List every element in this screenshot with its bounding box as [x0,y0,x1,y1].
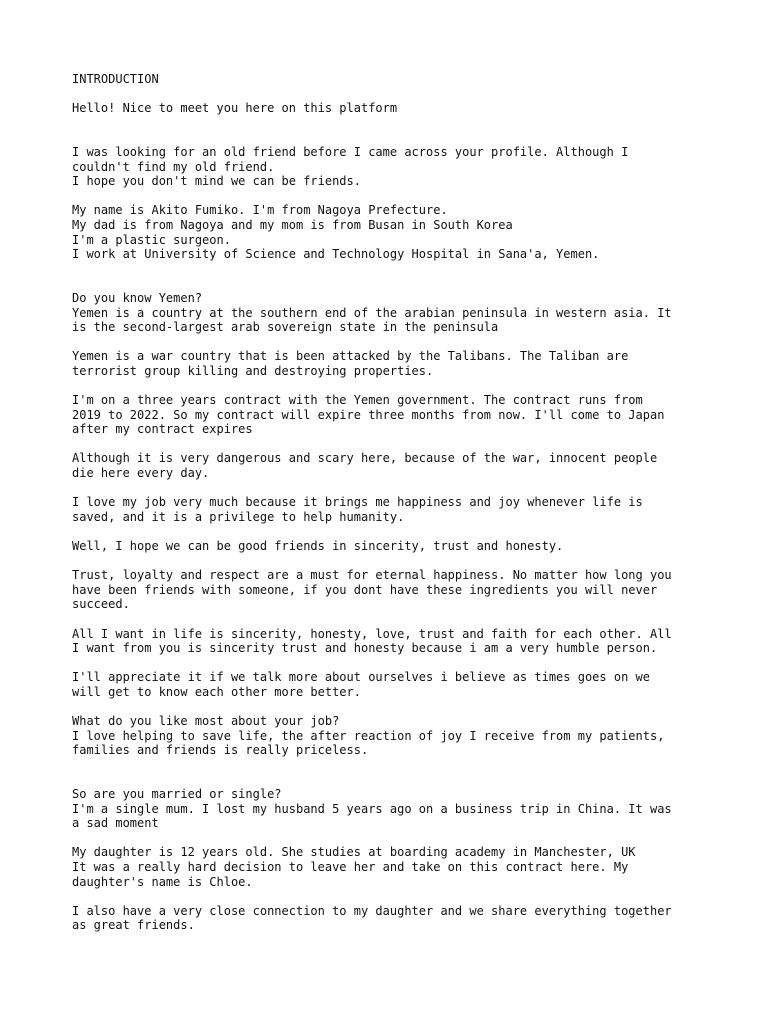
text-line: 2019 to 2022. So my contract will expire three months from now. I'll come to Japan [72,407,665,422]
text-line: Do you know Yemen? [72,290,203,305]
text-line: Hello! Nice to meet you here on this platform [72,101,398,116]
spacer [72,130,708,145]
text-line: die here every day. [72,466,210,481]
text-line: families and friends is really priceless. [72,743,369,758]
text-line: succeed. [72,597,130,612]
document-heading [72,72,708,87]
paragraph [72,393,708,437]
text-line: I hope you don't mind we can be friends. [72,174,361,189]
text-line: I also have a very close connection to my daughter and we share everything together [72,903,672,918]
paragraph [72,670,708,699]
paragraph [72,787,708,831]
paragraph [72,627,708,656]
text-line: I'm on a three years contract with the Yemen government. The contract runs from [72,393,643,408]
text-line: is the second-largest arab sovereign state in the peninsula [72,320,499,335]
text-line: All I want in life is sincerity, honesty, love, trust and faith for each other. All [72,626,672,641]
text-line: daughter's name is Chloe. [72,874,253,889]
text-line: I love my job very much because it brings me happiness and joy whenever life is [72,495,643,510]
text-line: I want from you is sincerity trust and honesty because i am a very humble person. [72,641,658,656]
text-line: a sad moment [72,816,159,831]
text-line: Trust, loyalty and respect are a must for eternal happiness. No matter how long you [72,568,672,583]
text-line: terrorist group killing and destroying properties. [72,363,434,378]
text-line: I'm a single mum. I lost my husband 5 years ago on a business trip in China. It was [72,801,672,816]
paragraph [72,451,708,480]
text-line: couldn't find my old friend. [72,159,275,174]
text-line: Yemen is a country at the southern end of the arabian peninsula in western asia. It [72,305,672,320]
text-line: So are you married or single? [72,787,282,802]
paragraph [72,349,708,378]
text-line: I work at University of Science and Technology Hospital in Sana'a, Yemen. [72,247,600,262]
text-line: What do you like most about your job? [72,714,340,729]
text-line: It was a really hard decision to leave her and take on this contract here. My [72,860,629,875]
paragraph [72,568,708,612]
text-line: after my contract expires [72,422,253,437]
paragraph [72,101,708,116]
text-line: have been friends with someone, if you dont have these ingredients you will never [72,582,658,597]
text-line: My daughter is 12 years old. She studies at boarding academy in Manchester, UK [72,845,636,860]
text-line: My dad is from Nagoya and my mom is from Busan in South Korea [72,217,513,232]
text-line: I was looking for an old friend before I came across your profile. Although I [72,144,629,159]
text-line: Although it is very dangerous and scary here, because of the war, innocent people [72,451,658,466]
paragraph [72,845,708,889]
paragraph [72,291,708,335]
text-line: Yemen is a war country that is been attacked by the Talibans. The Taliban are [72,349,629,364]
text-line: I'm a plastic surgeon. [72,232,231,247]
paragraph [72,145,708,189]
paragraph [72,714,708,758]
paragraph [72,495,708,524]
spacer [72,773,708,788]
text-line: Well, I hope we can be good friends in sincerity, trust and honesty. [72,539,564,553]
text-line: I love helping to save life, the after reaction of joy I receive from my patients, [72,728,665,743]
text-line: as great friends. [72,918,195,933]
paragraph [72,203,708,261]
text-line: INTRODUCTION [72,72,159,86]
paragraph [72,539,708,554]
text-line: will get to know each other more better. [72,684,361,699]
spacer [72,276,708,291]
text-line: My name is Akito Fumiko. I'm from Nagoya Prefecture. [72,203,448,218]
text-line: I'll appreciate it if we talk more about ourselves i believe as times goes on we [72,670,650,685]
paragraph [72,904,708,933]
text-line: saved, and it is a privilege to help humanity. [72,509,405,524]
